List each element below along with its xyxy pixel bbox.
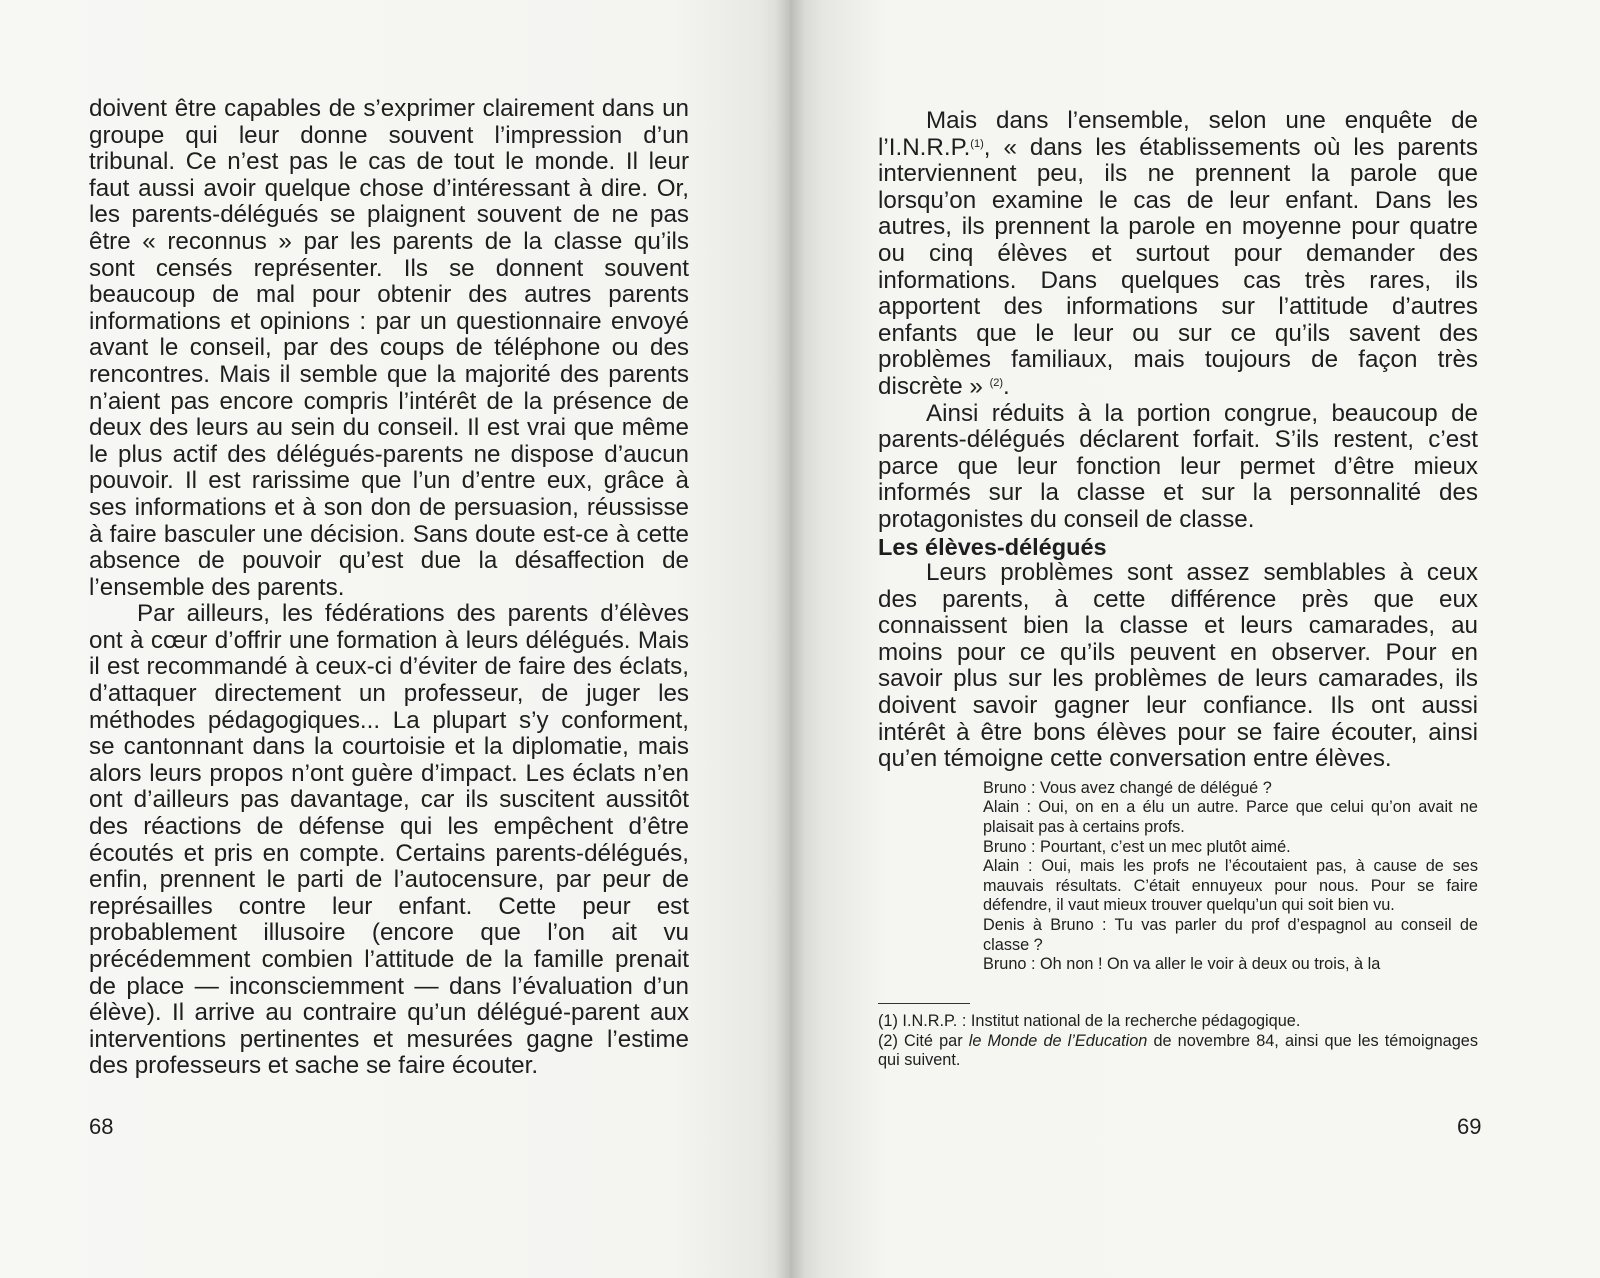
footnote-2-start: (2) Cité par bbox=[878, 1031, 969, 1050]
footnote-rule bbox=[878, 1003, 970, 1004]
para1-start: Mais dans l’ensemble, selon une enquête de l’I.N.R.P. bbox=[878, 107, 1478, 161]
right-text-column bbox=[878, 108, 1478, 975]
footnote-1: (1) I.N.R.P. : Institut national de la recherche pédagogique. bbox=[878, 1012, 1301, 1030]
para1-middle: , « dans les établissements où les parents interviennent peu, ils ne prennent la parole que lorsqu’on examine le cas de leur enfant. Dans les autres, ils prennent la parole en moyenne pour quatre ou cinq élèves et surtout pour demander des informations. Dans quelques cas très rares, ils apportent des informations sur l’attitude d’autres enfants que le leur ou sur ce qu’ils savent des problèmes familiaux, mais toujours de façon très discrète » bbox=[878, 133, 1478, 400]
dialogue-line: Alain : Oui, on en a élu un autre. Parce que celui qu’on avait ne plaisait pas à certains profs. bbox=[983, 798, 1478, 837]
page-number-right: 69 bbox=[1457, 1114, 1482, 1139]
footnote-2-end: de novembre 84, ainsi que les témoignages qui suivent. bbox=[878, 1031, 1478, 1070]
left-text-column bbox=[89, 96, 689, 1080]
footnote-ref-1: (1) bbox=[970, 137, 984, 150]
footnotes bbox=[878, 1012, 1478, 1071]
book-gutter bbox=[775, 0, 805, 1278]
footnote-2 bbox=[878, 1032, 1478, 1071]
dialogue-line: Bruno : Oh non ! On va aller le voir à deux ou trois, à la bbox=[983, 955, 1381, 974]
footnote-ref-2: (2) bbox=[989, 376, 1004, 389]
dialogue-line: Bruno : Pourtant, c’est un mec plutôt aimé. bbox=[983, 837, 1291, 856]
page-number-left: 68 bbox=[89, 1114, 114, 1139]
dialogue-line: Bruno : Vous avez changé de délégué ? bbox=[983, 778, 1272, 797]
section-heading: Les élèves-délégués bbox=[878, 533, 1107, 560]
left-paragraph-1: doivent être capables de s’exprimer clairement dans un groupe qui leur donne souvent l’impression d’un tribunal. Ce n’est pas le cas de tout le monde. Il leur faut aussi avoir quelque chose d’intéressant à dire. Or, les parents-délégués se plaignent souvent de ne pas être « reconnus » par les parents de la classe qu’ils sont censés représenter. Ils se donnent souvent beaucoup de mal pour obtenir des autres parents informations et opinions : par un questionnaire envoyé avant le conseil, par des coups de téléphone ou des rencontres. Mais il semble que la majorité des parents n’aient pas encore compris l’intérêt de la présence de deux des leurs au sein du conseil. Il est vrai que même le plus actif des délégués-parents ne dispose d’aucun pouvoir. Il est rarissime que l’un d’entre eux, grâce à ses informations et à son don de persuasion, réussisse à faire basculer une décision. Sans doute est-ce à cette absence de pouvoir qu’est due la désaffection de l’ensemble des parents. bbox=[89, 95, 689, 601]
left-paragraph-2: Par ailleurs, les fédérations des parents d’élèves ont à cœur d’offrir une formation à leurs délégués. Mais il est recommandé à ceux-ci d’éviter de faire des éclats, d’attaquer directement un professeur, de juger les méthodes pédagogiques... La plupart s’y conforment, se cantonnant dans la courtoisie et la diplomatie, mais alors leurs propos n’ont guère d’impact. Les éclats n’en ont d’ailleurs pas davantage, car ils suscitent aussitôt des réactions de défense qui les empêchent d’être écoutés et pris en compte. Certains parents-délégués, enfin, prennent le parti de l’autocensure, par peur de représailles contre leur enfant. Cette peur est probablement illusoire (encore que l’on ait vu précédemment combien l’attitude de la famille prenait de place — inconsciemment — dans l’évaluation d’un élève). Il arrive au contraire qu’un délégué-parent aux interventions pertinentes et mesurées gagne l’estime des professeurs et sache se faire écouter. bbox=[89, 600, 689, 1080]
dialogue-line: Alain : Oui, mais les profs ne l’écoutaient pas, à cause de ses mauvais résultats. C’était ennuyeux pour nous. Pour se faire défendre, il vaut mieux trouver quelqu’un qui soit bien vu. bbox=[983, 857, 1478, 915]
right-paragraph-2: Ainsi réduits à la portion congrue, beaucoup de parents-délégués déclarent forfait. S’ils restent, c’est parce que leur fonction leur permet d’être mieux informés sur la classe et sur la personnalité des protagonistes du conseil de classe. bbox=[878, 399, 1478, 533]
footnote-2-title: le Monde de l’Education bbox=[968, 1031, 1148, 1050]
left-page bbox=[0, 0, 790, 1278]
dialogue-line: Denis à Bruno : Tu vas parler du prof d’espagnol au conseil de classe ? bbox=[983, 916, 1478, 954]
para1-end: . bbox=[1003, 372, 1010, 400]
dialogue-block bbox=[983, 779, 1478, 975]
right-page bbox=[790, 0, 1600, 1278]
right-paragraph-3: Leurs problèmes sont assez semblables à ceux des parents, à cette différence près que eux connaissent bien la classe et leurs camarades, au moins pour ce qu’ils peuvent en observer. Pour en savoir plus sur les problèmes de leurs camarades, ils doivent savoir gagner leur confiance. Ils ont aussi intérêt à être bons élèves pour se faire écouter, ainsi qu’en témoigne cette conversation entre élèves. bbox=[878, 559, 1478, 773]
right-paragraph-1 bbox=[878, 108, 1478, 401]
